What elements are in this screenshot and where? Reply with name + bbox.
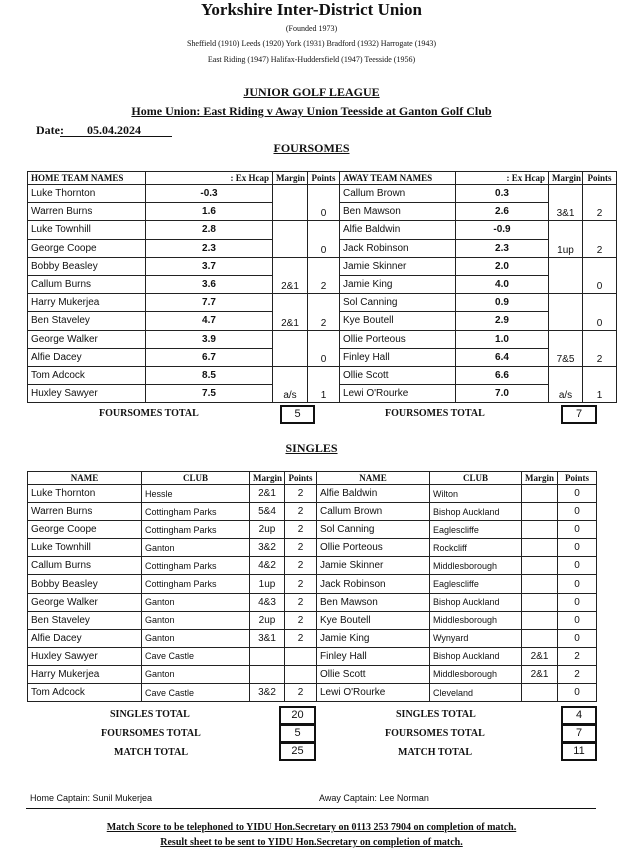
away-player-hcap: 2.0	[456, 257, 549, 275]
home-match-total-label: MATCH TOTAL	[114, 747, 188, 758]
home-pair-points: 0	[308, 221, 340, 257]
away-points: 0	[558, 684, 597, 702]
col-away-points: Points	[583, 172, 617, 185]
away-pair-margin	[549, 257, 583, 293]
away-pair-margin	[549, 294, 583, 330]
home-player-club: Ganton	[142, 611, 250, 629]
home-player-name: Luke Thornton	[28, 185, 146, 203]
away-player-club: Eaglescliffe	[430, 521, 522, 539]
union-history-line-2: East Riding (1947) Halifax-Huddersfield (1947) Teesside (1956)	[207, 55, 416, 64]
away-player-name: Lewi O'Rourke	[317, 684, 430, 702]
away-margin	[522, 629, 558, 647]
home-player-name: Callum Burns	[28, 557, 142, 575]
home-player-club: Ganton	[142, 593, 250, 611]
home-player-club: Cottingham Parks	[142, 503, 250, 521]
away-pair-points: 2	[583, 330, 617, 366]
col-home-margin: Margin	[273, 172, 308, 185]
home-player-hcap: -0.3	[146, 185, 273, 203]
home-player-hcap: 3.6	[146, 275, 273, 293]
col-home-names: HOME TEAM NAMES	[28, 172, 146, 185]
home-margin: 2&1	[250, 485, 285, 503]
away-foursomes-total: 7	[561, 405, 597, 424]
home-player-name: Alfie Dacey	[28, 348, 146, 366]
home-points: 2	[285, 521, 317, 539]
home-margin: 4&3	[250, 593, 285, 611]
away-player-name: Ollie Porteous	[340, 330, 456, 348]
away-points: 0	[558, 539, 597, 557]
foursomes-row	[28, 257, 617, 275]
singles-header-row	[28, 472, 597, 485]
away-player-name: Finley Hall	[340, 348, 456, 366]
col-away-points: Points	[558, 472, 597, 485]
home-foursomes-total-label: FOURSOMES TOTAL	[99, 408, 199, 419]
away-player-hcap: 6.4	[456, 348, 549, 366]
away-pair-points: 2	[583, 221, 617, 257]
away-points: 0	[558, 485, 597, 503]
away-player-name: Sol Canning	[340, 294, 456, 312]
col-home-hcap: : Ex Hcap	[146, 172, 273, 185]
home-pair-margin	[273, 221, 308, 257]
home-player-hcap: 1.6	[146, 203, 273, 221]
home-pair-points: 2	[308, 294, 340, 330]
away-pair-margin: a/s	[549, 366, 583, 402]
col-away-name: NAME	[317, 472, 430, 485]
union-history-line-1: Sheffield (1910) Leeds (1920) York (1931) Bradford (1932) Harrogate (1943)	[186, 39, 437, 48]
home-margin: 2up	[250, 611, 285, 629]
away-player-club: Wynyard	[430, 629, 522, 647]
away-player-hcap: 2.3	[456, 239, 549, 257]
away-player-hcap: 4.0	[456, 275, 549, 293]
home-player-name: Alfie Dacey	[28, 629, 142, 647]
singles-row	[28, 684, 597, 702]
foursomes-row	[28, 330, 617, 348]
home-points: 2	[285, 593, 317, 611]
col-away-margin: Margin	[549, 172, 583, 185]
foursomes-row	[28, 185, 617, 203]
singles-row	[28, 575, 597, 593]
singles-row	[28, 521, 597, 539]
away-player-club: Middlesborough	[430, 611, 522, 629]
away-margin: 2&1	[522, 665, 558, 683]
away-player-name: Lewi O'Rourke	[340, 385, 456, 403]
away-player-name: Callum Brown	[340, 185, 456, 203]
home-player-club: Ganton	[142, 539, 250, 557]
singles-row	[28, 503, 597, 521]
home-margin: 3&1	[250, 629, 285, 647]
away-margin	[522, 575, 558, 593]
away-player-name: Callum Brown	[317, 503, 430, 521]
home-player-hcap: 7.7	[146, 294, 273, 312]
away-player-hcap: -0.9	[456, 221, 549, 239]
home-points: 2	[285, 629, 317, 647]
home-margin: 5&4	[250, 503, 285, 521]
home-points: 2	[285, 611, 317, 629]
col-away-margin: Margin	[522, 472, 558, 485]
foursomes-header-row	[28, 172, 617, 185]
home-pair-points: 0	[308, 330, 340, 366]
away-player-club: Bishop Auckland	[430, 503, 522, 521]
home-points: 2	[285, 684, 317, 702]
captain-divider	[26, 808, 596, 809]
away-player-hcap: 2.6	[456, 203, 549, 221]
home-player-name: Harry Mukerjea	[28, 665, 142, 683]
home-foursomes-summary: 5	[279, 724, 316, 743]
away-margin	[522, 593, 558, 611]
home-foursomes-summary-label: FOURSOMES TOTAL	[101, 728, 201, 739]
league-title: JUNIOR GOLF LEAGUE	[243, 85, 380, 99]
singles-row	[28, 539, 597, 557]
page-title: Yorkshire Inter-District Union	[201, 0, 422, 19]
home-pair-points: 1	[308, 366, 340, 402]
home-player-name: Tom Adcock	[28, 366, 146, 384]
away-pair-points: 0	[583, 294, 617, 330]
away-match-total-label: MATCH TOTAL	[398, 747, 472, 758]
singles-row	[28, 485, 597, 503]
home-margin	[250, 647, 285, 665]
home-margin: 3&2	[250, 539, 285, 557]
home-pair-margin	[273, 185, 308, 221]
away-margin	[522, 485, 558, 503]
home-pair-margin: a/s	[273, 366, 308, 402]
away-player-name: Kye Boutell	[340, 312, 456, 330]
away-foursomes-total-label: FOURSOMES TOTAL	[385, 408, 485, 419]
away-pair-points: 0	[583, 257, 617, 293]
home-player-name: Bobby Beasley	[28, 575, 142, 593]
singles-row	[28, 611, 597, 629]
away-margin	[522, 521, 558, 539]
home-player-name: Bobby Beasley	[28, 257, 146, 275]
away-player-name: Finley Hall	[317, 647, 430, 665]
singles-heading: SINGLES	[285, 441, 338, 455]
away-player-hcap: 0.3	[456, 185, 549, 203]
away-margin	[522, 611, 558, 629]
away-player-name: Ollie Porteous	[317, 539, 430, 557]
away-points: 0	[558, 503, 597, 521]
home-margin: 3&2	[250, 684, 285, 702]
col-home-club: CLUB	[142, 472, 250, 485]
away-pair-margin: 7&5	[549, 330, 583, 366]
home-captain: Home Captain: Sunil Mukerjea	[30, 793, 153, 803]
home-pair-margin: 2&1	[273, 257, 308, 293]
col-home-points: Points	[308, 172, 340, 185]
away-player-name: Jamie Skinner	[340, 257, 456, 275]
away-singles-total: 4	[561, 706, 597, 725]
home-points	[285, 665, 317, 683]
foursomes-row	[28, 294, 617, 312]
col-away-names: AWAY TEAM NAMES	[340, 172, 456, 185]
date-label: Date:	[36, 123, 64, 137]
away-player-name: Alfie Baldwin	[340, 221, 456, 239]
away-player-name: Ollie Scott	[340, 366, 456, 384]
founded-note: (Founded 1973)	[285, 24, 338, 33]
away-player-hcap: 7.0	[456, 385, 549, 403]
away-points: 0	[558, 575, 597, 593]
away-player-hcap: 1.0	[456, 330, 549, 348]
singles-row	[28, 647, 597, 665]
home-player-name: Callum Burns	[28, 275, 146, 293]
away-player-name: Jamie Skinner	[317, 557, 430, 575]
result-sheet-note: Result sheet to be sent to YIDU Hon.Secretary on completion of match.	[160, 837, 463, 848]
home-points: 2	[285, 485, 317, 503]
home-player-club: Cave Castle	[142, 684, 250, 702]
home-singles-total-label: SINGLES TOTAL	[110, 709, 190, 720]
home-player-name: Warren Burns	[28, 503, 142, 521]
singles-row	[28, 593, 597, 611]
telephone-note: Match Score to be telephoned to YIDU Hon.Secretary on 0113 253 7904 on completion of match.	[106, 822, 517, 833]
col-away-club: CLUB	[430, 472, 522, 485]
home-points: 2	[285, 575, 317, 593]
singles-row	[28, 557, 597, 575]
fixture-line: Home Union: East Riding v Away Union Teesside at Ganton Golf Club	[131, 104, 492, 118]
away-margin	[522, 539, 558, 557]
away-margin	[522, 557, 558, 575]
away-player-name: Ben Mawson	[317, 593, 430, 611]
foursomes-row	[28, 221, 617, 239]
away-points: 0	[558, 593, 597, 611]
home-player-name: George Coope	[28, 239, 146, 257]
home-player-hcap: 2.8	[146, 221, 273, 239]
singles-row	[28, 629, 597, 647]
home-player-hcap: 8.5	[146, 366, 273, 384]
home-player-hcap: 3.9	[146, 330, 273, 348]
home-player-name: Tom Adcock	[28, 684, 142, 702]
date-value: 05.04.2024	[87, 123, 141, 137]
away-player-club: Bishop Auckland	[430, 593, 522, 611]
away-player-club: Wilton	[430, 485, 522, 503]
home-margin: 4&2	[250, 557, 285, 575]
away-player-name: Jamie King	[317, 629, 430, 647]
singles-row	[28, 665, 597, 683]
away-foursomes-summary: 7	[561, 724, 597, 743]
away-player-name: Jack Robinson	[317, 575, 430, 593]
away-points: 0	[558, 557, 597, 575]
away-player-name: Ollie Scott	[317, 665, 430, 683]
singles-table	[27, 471, 597, 702]
away-player-club: Rockcliff	[430, 539, 522, 557]
away-player-club: Middlesborough	[430, 665, 522, 683]
home-player-club: Cottingham Parks	[142, 575, 250, 593]
home-player-name: Luke Townhill	[28, 221, 146, 239]
away-player-hcap: 2.9	[456, 312, 549, 330]
away-pair-points: 2	[583, 185, 617, 221]
away-match-total: 11	[561, 742, 597, 761]
home-points: 2	[285, 503, 317, 521]
foursomes-table	[27, 171, 617, 403]
home-player-hcap: 4.7	[146, 312, 273, 330]
away-pair-margin: 3&1	[549, 185, 583, 221]
col-home-name: NAME	[28, 472, 142, 485]
away-pair-margin: 1up	[549, 221, 583, 257]
away-player-name: Sol Canning	[317, 521, 430, 539]
home-margin: 2up	[250, 521, 285, 539]
away-player-club: Middlesborough	[430, 557, 522, 575]
home-player-name: George Walker	[28, 330, 146, 348]
home-pair-margin: 2&1	[273, 294, 308, 330]
home-points: 2	[285, 557, 317, 575]
home-match-total: 25	[279, 742, 316, 761]
away-player-name: Alfie Baldwin	[317, 485, 430, 503]
home-pair-margin	[273, 330, 308, 366]
col-away-hcap: : Ex Hcap	[456, 172, 549, 185]
home-player-name: Harry Mukerjea	[28, 294, 146, 312]
home-player-name: Huxley Sawyer	[28, 647, 142, 665]
date-underline	[60, 136, 172, 137]
away-margin: 2&1	[522, 647, 558, 665]
foursomes-heading: FOURSOMES	[273, 141, 350, 155]
col-home-points: Points	[285, 472, 317, 485]
home-pair-points: 0	[308, 185, 340, 221]
home-player-hcap: 6.7	[146, 348, 273, 366]
away-points: 0	[558, 629, 597, 647]
away-player-club: Bishop Auckland	[430, 647, 522, 665]
away-player-name: Ben Mawson	[340, 203, 456, 221]
away-player-hcap: 0.9	[456, 294, 549, 312]
away-singles-total-label: SINGLES TOTAL	[396, 709, 476, 720]
home-points: 2	[285, 539, 317, 557]
home-player-club: Ganton	[142, 629, 250, 647]
home-player-name: George Walker	[28, 593, 142, 611]
home-singles-total: 20	[279, 706, 316, 725]
away-points: 0	[558, 521, 597, 539]
home-player-hcap: 7.5	[146, 385, 273, 403]
home-player-club: Cottingham Parks	[142, 557, 250, 575]
foursomes-row	[28, 366, 617, 384]
away-points: 0	[558, 611, 597, 629]
home-foursomes-total: 5	[280, 405, 315, 424]
home-player-name: Huxley Sawyer	[28, 385, 146, 403]
away-margin	[522, 684, 558, 702]
home-points	[285, 647, 317, 665]
away-points: 2	[558, 665, 597, 683]
col-home-margin: Margin	[250, 472, 285, 485]
away-player-club: Cleveland	[430, 684, 522, 702]
home-player-name: Ben Staveley	[28, 312, 146, 330]
home-player-name: Ben Staveley	[28, 611, 142, 629]
home-player-hcap: 3.7	[146, 257, 273, 275]
away-player-club: Eaglescliffe	[430, 575, 522, 593]
home-player-hcap: 2.3	[146, 239, 273, 257]
away-player-name: Jamie King	[340, 275, 456, 293]
home-player-name: Luke Townhill	[28, 539, 142, 557]
away-captain: Away Captain: Lee Norman	[319, 793, 429, 803]
away-pair-points: 1	[583, 366, 617, 402]
home-player-name: Luke Thornton	[28, 485, 142, 503]
home-player-club: Cave Castle	[142, 647, 250, 665]
away-player-hcap: 6.6	[456, 366, 549, 384]
home-player-club: Ganton	[142, 665, 250, 683]
home-player-name: Warren Burns	[28, 203, 146, 221]
away-player-name: Jack Robinson	[340, 239, 456, 257]
home-margin	[250, 665, 285, 683]
away-foursomes-summary-label: FOURSOMES TOTAL	[385, 728, 485, 739]
away-player-name: Kye Boutell	[317, 611, 430, 629]
home-margin: 1up	[250, 575, 285, 593]
away-points: 2	[558, 647, 597, 665]
home-player-club: Hessle	[142, 485, 250, 503]
away-margin	[522, 503, 558, 521]
home-player-club: Cottingham Parks	[142, 521, 250, 539]
home-pair-points: 2	[308, 257, 340, 293]
home-player-name: George Coope	[28, 521, 142, 539]
